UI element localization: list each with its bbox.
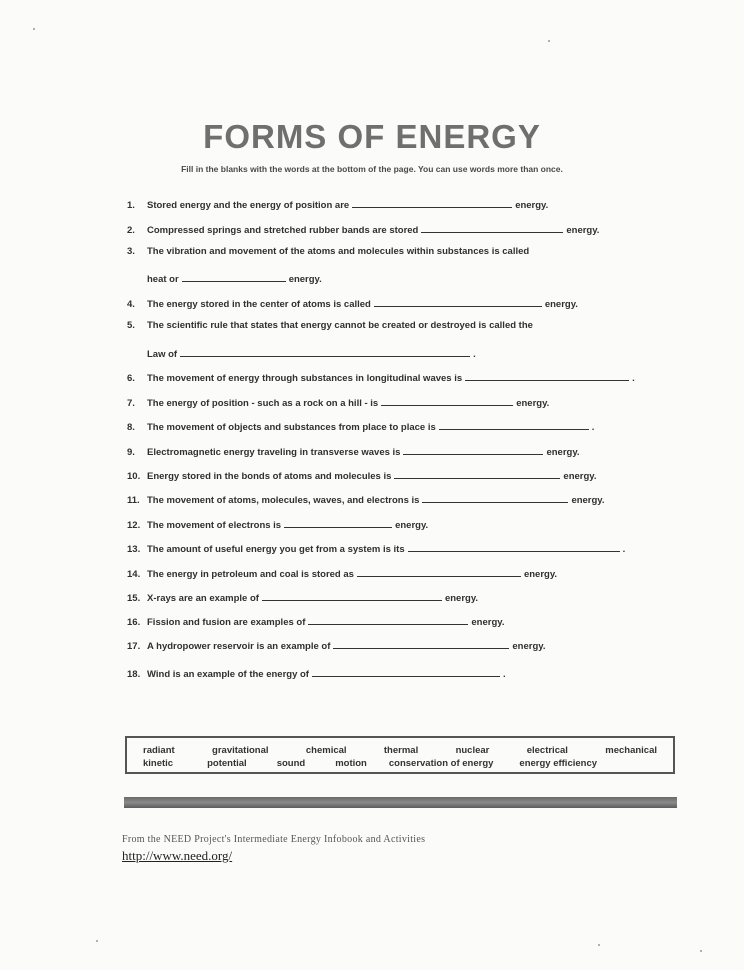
word-bank-item: motion xyxy=(335,758,367,769)
question-number: 12. xyxy=(127,520,141,531)
word-bank-item: sound xyxy=(276,758,306,769)
answer-blank[interactable] xyxy=(312,666,500,677)
word-bank-item: potential xyxy=(207,758,247,769)
page-title: FORMS OF ENERGY xyxy=(203,118,541,155)
question-suffix: energy. xyxy=(395,520,429,531)
question-item xyxy=(127,246,529,257)
question-text: Wind is an example of the energy of xyxy=(147,669,309,680)
question-suffix: . xyxy=(591,422,595,433)
answer-blank[interactable] xyxy=(357,566,521,577)
word-bank-item: electrical xyxy=(526,745,568,756)
question-text: The energy in petroleum and coal is stored as xyxy=(147,569,354,580)
divider-bar xyxy=(124,797,677,808)
question-text: Fission and fusion are examples of xyxy=(147,617,306,628)
question-text: Energy stored in the bonds of atoms and molecules is xyxy=(147,471,392,482)
answer-blank[interactable] xyxy=(403,444,543,455)
question-suffix: energy. xyxy=(444,593,479,604)
question-item xyxy=(127,541,625,555)
question-text: The vibration and movement of the atoms and molecules within substances is called xyxy=(147,246,530,257)
word-bank xyxy=(125,736,675,774)
question-item xyxy=(127,566,557,580)
question-text: The amount of useful energy you get from a system is its xyxy=(147,544,405,555)
question-suffix: energy. xyxy=(471,617,505,628)
question-number: 6. xyxy=(127,373,135,384)
question-suffix: energy. xyxy=(515,200,549,211)
question-continuation xyxy=(147,271,322,285)
question-number: 15. xyxy=(127,593,141,604)
question-suffix: energy. xyxy=(544,299,578,310)
question-text: Compressed springs and stretched rubber bands are stored xyxy=(147,225,419,236)
question-text: The movement of energy through substances in longitudinal waves is xyxy=(147,373,463,384)
question-text: The movement of atoms, molecules, waves, and electrons is xyxy=(147,495,420,506)
question-suffix: energy. xyxy=(523,569,558,580)
scan-speck xyxy=(33,28,35,30)
question-suffix: energy. xyxy=(563,471,597,482)
question-item xyxy=(127,419,594,433)
word-bank-item: radiant xyxy=(143,745,175,756)
question-number: 9. xyxy=(127,447,135,458)
question-suffix: energy. xyxy=(512,641,546,652)
answer-blank[interactable] xyxy=(422,492,568,503)
question-number: 8. xyxy=(127,422,135,433)
question-item xyxy=(127,517,428,531)
question-number: 16. xyxy=(127,617,141,628)
question-text: A hydropower reservoir is an example of xyxy=(147,641,331,652)
question-number: 14. xyxy=(127,569,141,580)
question-text: The energy of position - such as a rock on a hill - is xyxy=(147,398,379,409)
question-number: 7. xyxy=(127,398,135,409)
word-bank-item: nuclear xyxy=(455,745,490,756)
answer-blank[interactable] xyxy=(421,222,563,233)
word-bank-row xyxy=(127,758,673,769)
question-number: 3. xyxy=(127,246,135,257)
answer-blank[interactable] xyxy=(374,296,542,307)
question-suffix: . xyxy=(502,669,506,680)
answer-blank[interactable] xyxy=(333,638,509,649)
question-number: 18. xyxy=(127,669,141,680)
question-item xyxy=(127,614,504,628)
question-item xyxy=(127,492,605,506)
instructions: Fill in the blanks with the words at the bottom of the page. You can use words more than once. xyxy=(181,164,563,174)
question-suffix: energy. xyxy=(566,225,600,236)
question-suffix: energy. xyxy=(516,398,550,409)
answer-blank[interactable] xyxy=(439,419,589,430)
word-bank-item: gravitational xyxy=(212,745,269,756)
answer-blank[interactable] xyxy=(381,395,513,406)
answer-blank[interactable] xyxy=(284,517,392,528)
answer-blank[interactable] xyxy=(408,541,620,552)
question-number: 1. xyxy=(127,200,135,211)
answer-blank[interactable] xyxy=(262,590,442,601)
word-bank-item: mechanical xyxy=(605,745,657,756)
question-item xyxy=(127,222,599,236)
question-text: The movement of objects and substances from place to place is xyxy=(147,422,436,433)
question-item xyxy=(127,320,533,331)
question-item xyxy=(127,370,635,384)
question-suffix: energy. xyxy=(288,274,322,285)
answer-blank[interactable] xyxy=(180,346,470,357)
question-text: The scientific rule that states that energy cannot be created or destroyed is called the xyxy=(147,320,533,331)
question-number: 4. xyxy=(127,299,135,310)
question-suffix: . xyxy=(632,373,635,384)
scan-speck xyxy=(548,40,550,42)
word-bank-row xyxy=(127,745,673,756)
question-number: 2. xyxy=(127,225,135,236)
question-item xyxy=(127,638,545,652)
question-text: Law of xyxy=(147,349,178,360)
scan-speck xyxy=(598,944,600,946)
question-item xyxy=(127,296,578,310)
question-number: 13. xyxy=(127,544,141,555)
answer-blank[interactable] xyxy=(465,370,629,381)
question-item xyxy=(127,590,478,604)
word-bank-item: kinetic xyxy=(143,758,174,769)
word-bank-item: chemical xyxy=(305,745,347,756)
question-suffix: . xyxy=(473,349,476,360)
question-number: 5. xyxy=(127,320,135,331)
question-text: heat or xyxy=(147,274,179,285)
question-item xyxy=(127,666,506,680)
scan-speck xyxy=(700,950,702,952)
question-number: 11. xyxy=(127,495,140,506)
answer-blank[interactable] xyxy=(308,614,468,625)
question-text: Electromagnetic energy traveling in transverse waves is xyxy=(147,447,401,458)
question-suffix: . xyxy=(622,544,626,555)
question-item xyxy=(127,197,548,211)
scan-speck xyxy=(96,940,98,942)
answer-blank[interactable] xyxy=(182,271,286,282)
question-suffix: energy. xyxy=(546,447,580,458)
question-item xyxy=(127,395,549,409)
question-text: The energy stored in the center of atoms is called xyxy=(147,299,371,310)
question-item xyxy=(127,444,580,458)
answer-blank[interactable] xyxy=(394,468,560,479)
question-number: 17. xyxy=(127,641,141,652)
question-text: X-rays are an example of xyxy=(147,593,259,604)
question-continuation xyxy=(147,346,476,360)
question-number: 10. xyxy=(127,471,141,482)
source-link[interactable]: http://www.need.org/ xyxy=(122,848,233,863)
word-bank-item: conservation of energy xyxy=(388,758,494,769)
source-credit: From the NEED Project's Intermediate Energy Infobook and Activities xyxy=(122,834,426,845)
word-bank-item: thermal xyxy=(383,745,419,756)
question-suffix: energy. xyxy=(571,495,605,506)
question-text: The movement of electrons is xyxy=(147,520,282,531)
word-bank-item: energy efficiency xyxy=(519,758,598,769)
question-text: Stored energy and the energy of position are xyxy=(147,200,350,211)
answer-blank[interactable] xyxy=(352,197,512,208)
question-item xyxy=(127,468,597,482)
